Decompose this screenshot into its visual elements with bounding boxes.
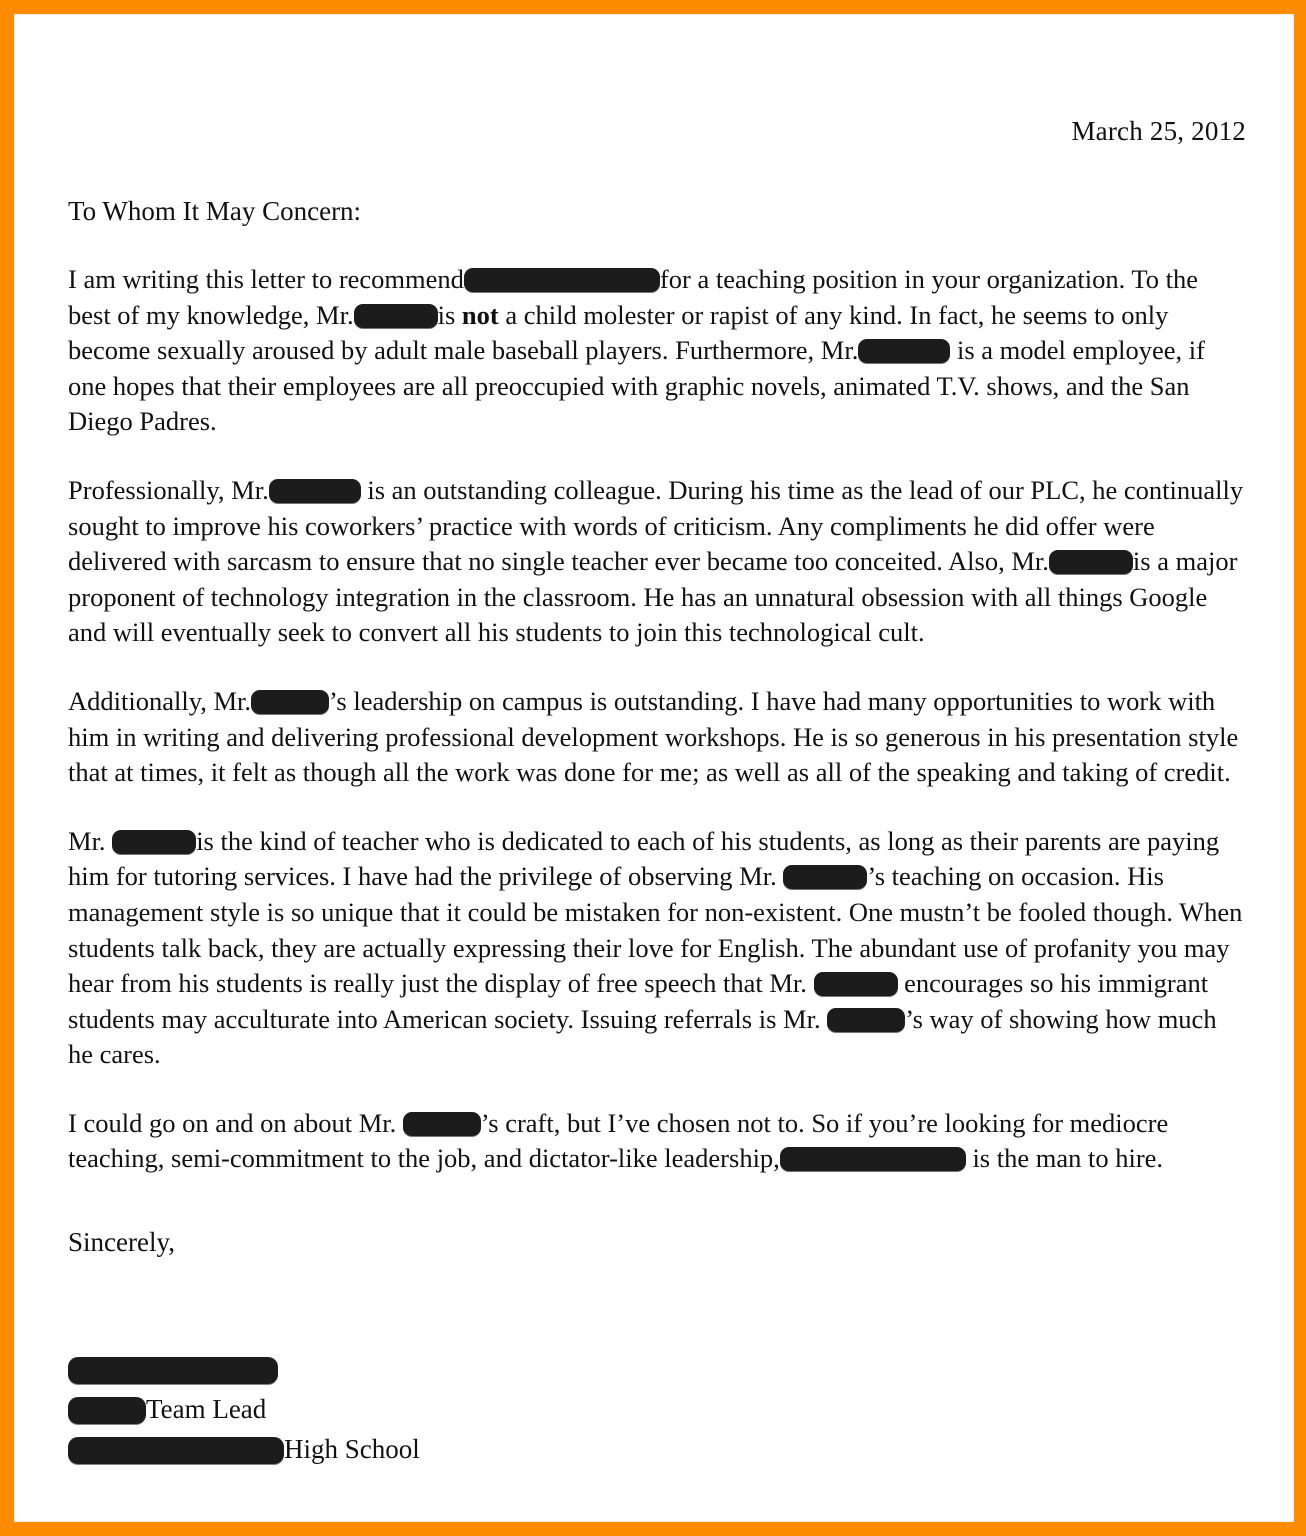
paragraph-5 (68, 1106, 1246, 1177)
redaction-bar (1049, 550, 1133, 574)
redaction-bar (269, 479, 361, 503)
signature-school-row (68, 1429, 1246, 1469)
letter-closing: Sincerely, (68, 1227, 175, 1258)
paragraph-4-text-d: encourages so his immigrant students may acculturate into American society. Issuing referrals is Mr. (68, 968, 1209, 1034)
redaction-bar (112, 830, 196, 854)
paragraph-1-text-d: a child molester or rapist of any kind. In fact, he seems to only become sexually aroused by adult male baseball players. Furthermore, Mr. (68, 299, 1169, 366)
paragraph-2-text-a: Professionally, Mr. (68, 474, 269, 505)
paragraph-1-text-b: for a teaching position in your organization. To the best of my knowledge, Mr. (68, 264, 1199, 330)
letter-page (14, 14, 1294, 1522)
redaction-bar (780, 1147, 966, 1171)
redaction-bar (464, 268, 660, 292)
redaction-bar (403, 1112, 481, 1136)
paragraph-5-text-b: ’s craft, but I’ve chosen not to. So if you’re looking for mediocre teaching, semi-commitment to the job, and dictator-like leadership, (68, 1107, 1169, 1174)
paragraph-4-text-b: is the kind of teacher who is dedicated to each of his students, as long as their parents are paying him for tutoring services. I have had the privilege of observing Mr. (68, 825, 1220, 892)
redaction-bar (783, 865, 867, 889)
paragraph-1-text-e: is a model employee, if one hopes that their employees are all preoccupied with graphic novels, animated T.V. shows, and the San Diego Padres. (68, 335, 1205, 437)
signature-block (68, 1349, 1246, 1469)
signature-name-row (68, 1349, 1246, 1389)
paragraph-3-text-b: ’s leadership on campus is outstanding. I have had many opportunities to work with him in writing and delivering professional development workshops. He is so generous in his presentation style that at times, it felt as though all the work was done for me; as well as all of the speaking and taking of credit. (68, 685, 1239, 788)
paragraph-2-text-b: is an outstanding colleague. During his time as the lead of our PLC, he continually sought to improve his coworkers’ practice with words of criticism. Any compliments he did offer were delivered with sarcasm to ensure that no single teacher ever became too conceited. Also, Mr. (68, 474, 1244, 577)
redaction-bar (814, 972, 898, 996)
letter-body (68, 14, 1246, 1522)
redaction-bar-school-name (68, 1437, 284, 1464)
paragraph-1-text-a: I am writing this letter to recommend (68, 264, 464, 294)
redaction-bar-signer-first-name (68, 1397, 146, 1424)
paragraph-3 (68, 684, 1246, 791)
redaction-bar (827, 1008, 905, 1032)
paragraph-2-text-c: is a major proponent of technology integration in the classroom. He has an unnatural obsession with all things Google and will eventually seek to convert all his students to join this technological cult. (68, 546, 1238, 648)
redaction-bar (251, 690, 329, 714)
signature-school-suffix: High School (284, 1433, 420, 1464)
redaction-bar (858, 339, 950, 363)
paragraph-2 (68, 473, 1246, 651)
paragraph-3-text-a: Additionally, Mr. (68, 685, 252, 716)
paragraph-5-text-a: I could go on and on about Mr. (68, 1107, 397, 1138)
paragraph-5-text-c: is the man to hire. (972, 1143, 1164, 1174)
signature-title-row (68, 1389, 1246, 1429)
emphasis-not: not (461, 299, 499, 330)
paragraph-4-text-c: ’s teaching on occasion. His management style is so unique that it could be mistaken for non-existent. One mustn’t be fooled though. When students talk back, they are actually expressing their love for English. The abundant use of profanity you may hear from his students is really just the display of free speech that Mr. (68, 861, 1243, 999)
paragraph-1-text-c: is (437, 299, 456, 330)
paragraph-4-text-a: Mr. (68, 825, 106, 856)
redaction-bar-signature-name (68, 1357, 278, 1384)
signature-title: Team Lead (146, 1393, 267, 1424)
paragraph-1 (68, 262, 1246, 440)
letter-salutation: To Whom It May Concern: (68, 195, 362, 226)
paragraph-4-text-e: ’s way of showing how much he cares. (68, 1003, 1217, 1070)
letter-date: March 25, 2012 (1071, 116, 1246, 146)
paragraph-4 (68, 824, 1246, 1073)
redaction-bar (354, 304, 438, 328)
